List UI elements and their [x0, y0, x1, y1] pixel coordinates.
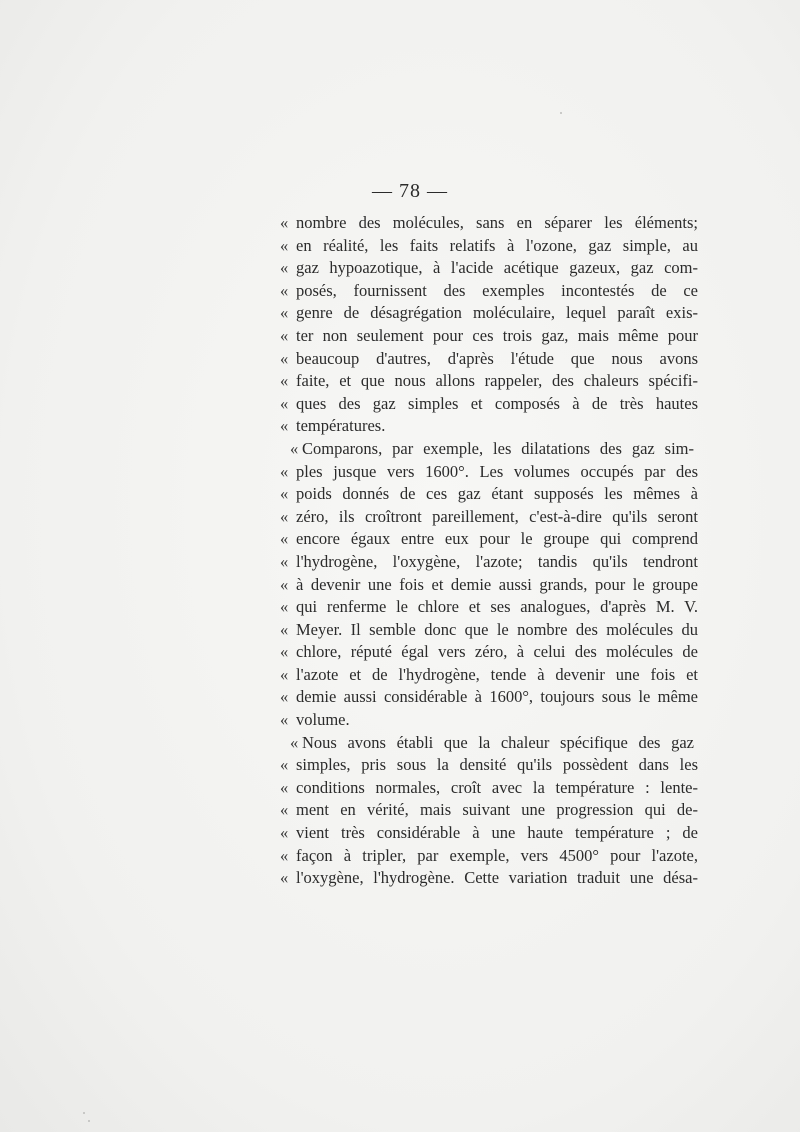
- line-text: encore égaux entre eux pour le groupe qui comprend: [296, 529, 698, 549]
- line-text: Nous avons établi que la chaleur spécifique des gaz: [302, 732, 694, 752]
- text-line: [280, 438, 700, 461]
- text-line: [280, 325, 700, 348]
- quote-mark: «: [280, 393, 289, 413]
- text-line: [280, 415, 700, 438]
- text-line: [280, 461, 700, 484]
- paper-speck: [560, 112, 562, 114]
- line-text: volume.: [296, 710, 350, 730]
- quote-mark: «: [280, 348, 289, 368]
- text-line: [280, 664, 700, 687]
- line-text: ples jusque vers 1600°. Les volumes occupés par des: [296, 461, 698, 481]
- quote-mark: «: [280, 325, 289, 345]
- quote-mark: «: [280, 868, 289, 888]
- line-text: posés, fournissent des exemples incontestés de ce: [296, 280, 698, 300]
- quote-mark: «: [280, 597, 289, 617]
- line-text: façon à tripler, par exemple, vers 4500° pour l'azote,: [296, 845, 698, 865]
- line-text: Meyer. Il semble donc que le nombre des molécules du: [296, 619, 698, 639]
- line-text: nombre des molécules, sans en séparer les éléments;: [296, 213, 698, 232]
- text-line: [280, 257, 700, 280]
- text-line: [280, 212, 700, 235]
- page-number: — 78 —: [372, 180, 448, 202]
- text-line: [280, 641, 700, 664]
- text-line: [280, 483, 700, 506]
- line-text: en réalité, les faits relatifs à l'ozone, gaz simple, au: [296, 235, 698, 255]
- line-text: faite, et que nous allons rappeler, des chaleurs spécifi-: [296, 371, 698, 391]
- line-text: conditions normales, croît avec la température : lente-: [296, 777, 698, 797]
- line-text: zéro, ils croîtront pareillement, c'est-à-dire qu'ils seront: [296, 506, 698, 526]
- quote-mark: «: [280, 213, 289, 232]
- line-text: Comparons, par exemple, les dilatations des gaz sim-: [302, 438, 694, 458]
- quote-mark: «: [280, 619, 289, 639]
- text-line: [280, 235, 700, 258]
- quote-mark: «: [280, 664, 289, 684]
- quote-mark: «: [280, 687, 289, 707]
- body-text: [280, 212, 700, 890]
- quote-mark: «: [280, 755, 289, 775]
- line-text: températures.: [296, 416, 386, 436]
- text-line: [280, 574, 700, 597]
- text-line: [280, 370, 700, 393]
- line-text: simples, pris sous la densité qu'ils possèdent dans les: [296, 755, 698, 775]
- text-line: [280, 686, 700, 709]
- line-text: ment en vérité, mais suivant une progression qui de-: [296, 800, 698, 820]
- line-text: l'hydrogène, l'oxygène, l'azote; tandis qu'ils tendront: [296, 551, 698, 571]
- text-line: [280, 280, 700, 303]
- line-text: gaz hypoazotique, à l'acide acétique gazeux, gaz com-: [296, 258, 698, 278]
- paper-speck: [88, 1120, 90, 1122]
- quote-mark: «: [280, 235, 289, 255]
- text-line: [280, 732, 700, 755]
- text-line: [280, 619, 700, 642]
- quote-mark: «: [280, 642, 289, 662]
- line-text: à devenir une fois et demie aussi grands, pour le groupe: [296, 574, 698, 594]
- quote-mark: «: [280, 777, 289, 797]
- line-text: beaucoup d'autres, d'après l'étude que nous avons: [296, 348, 698, 368]
- quote-mark: «: [280, 710, 289, 730]
- quote-mark: «: [280, 845, 289, 865]
- quote-mark: «: [290, 438, 299, 458]
- line-text: demie aussi considérable à 1600°, toujours sous le même: [296, 687, 698, 707]
- line-text: vient très considérable à une haute température ; de: [296, 823, 698, 843]
- line-text: genre de désagrégation moléculaire, lequel paraît exis-: [296, 303, 698, 323]
- text-line: [280, 393, 700, 416]
- text-line: [280, 845, 700, 868]
- line-text: poids donnés de ces gaz étant supposés les mêmes à: [296, 484, 698, 504]
- quote-mark: «: [280, 551, 289, 571]
- quote-mark: «: [280, 574, 289, 594]
- line-text: l'azote et de l'hydrogène, tende à devenir une fois et: [296, 664, 698, 684]
- line-text: chlore, réputé égal vers zéro, à celui des molécules de: [296, 642, 698, 662]
- quote-mark: «: [280, 823, 289, 843]
- quote-mark: «: [280, 529, 289, 549]
- text-line: [280, 799, 700, 822]
- text-line: [280, 777, 700, 800]
- quote-mark: «: [280, 461, 289, 481]
- text-line: [280, 822, 700, 845]
- text-line: [280, 348, 700, 371]
- paper-speck: [83, 1112, 85, 1114]
- quote-mark: «: [280, 258, 289, 278]
- text-line: [280, 528, 700, 551]
- line-text: qui renferme le chlore et ses analogues, d'après M. V.: [296, 597, 698, 617]
- text-line: [280, 867, 700, 890]
- text-line: [280, 596, 700, 619]
- quote-mark: «: [280, 416, 289, 436]
- quote-mark: «: [280, 280, 289, 300]
- text-line: [280, 302, 700, 325]
- quote-mark: «: [280, 484, 289, 504]
- quote-mark: «: [290, 732, 299, 752]
- line-text: ques des gaz simples et composés à de très hautes: [296, 393, 698, 413]
- line-text: ter non seulement pour ces trois gaz, mais même pour: [296, 325, 698, 345]
- quote-mark: «: [280, 303, 289, 323]
- quote-mark: «: [280, 800, 289, 820]
- quote-mark: «: [280, 506, 289, 526]
- line-text: l'oxygène, l'hydrogène. Cette variation traduit une désa-: [296, 868, 698, 888]
- text-line: [280, 754, 700, 777]
- text-line: [280, 709, 700, 732]
- quote-mark: «: [280, 371, 289, 391]
- text-line: [280, 551, 700, 574]
- text-line: [280, 506, 700, 529]
